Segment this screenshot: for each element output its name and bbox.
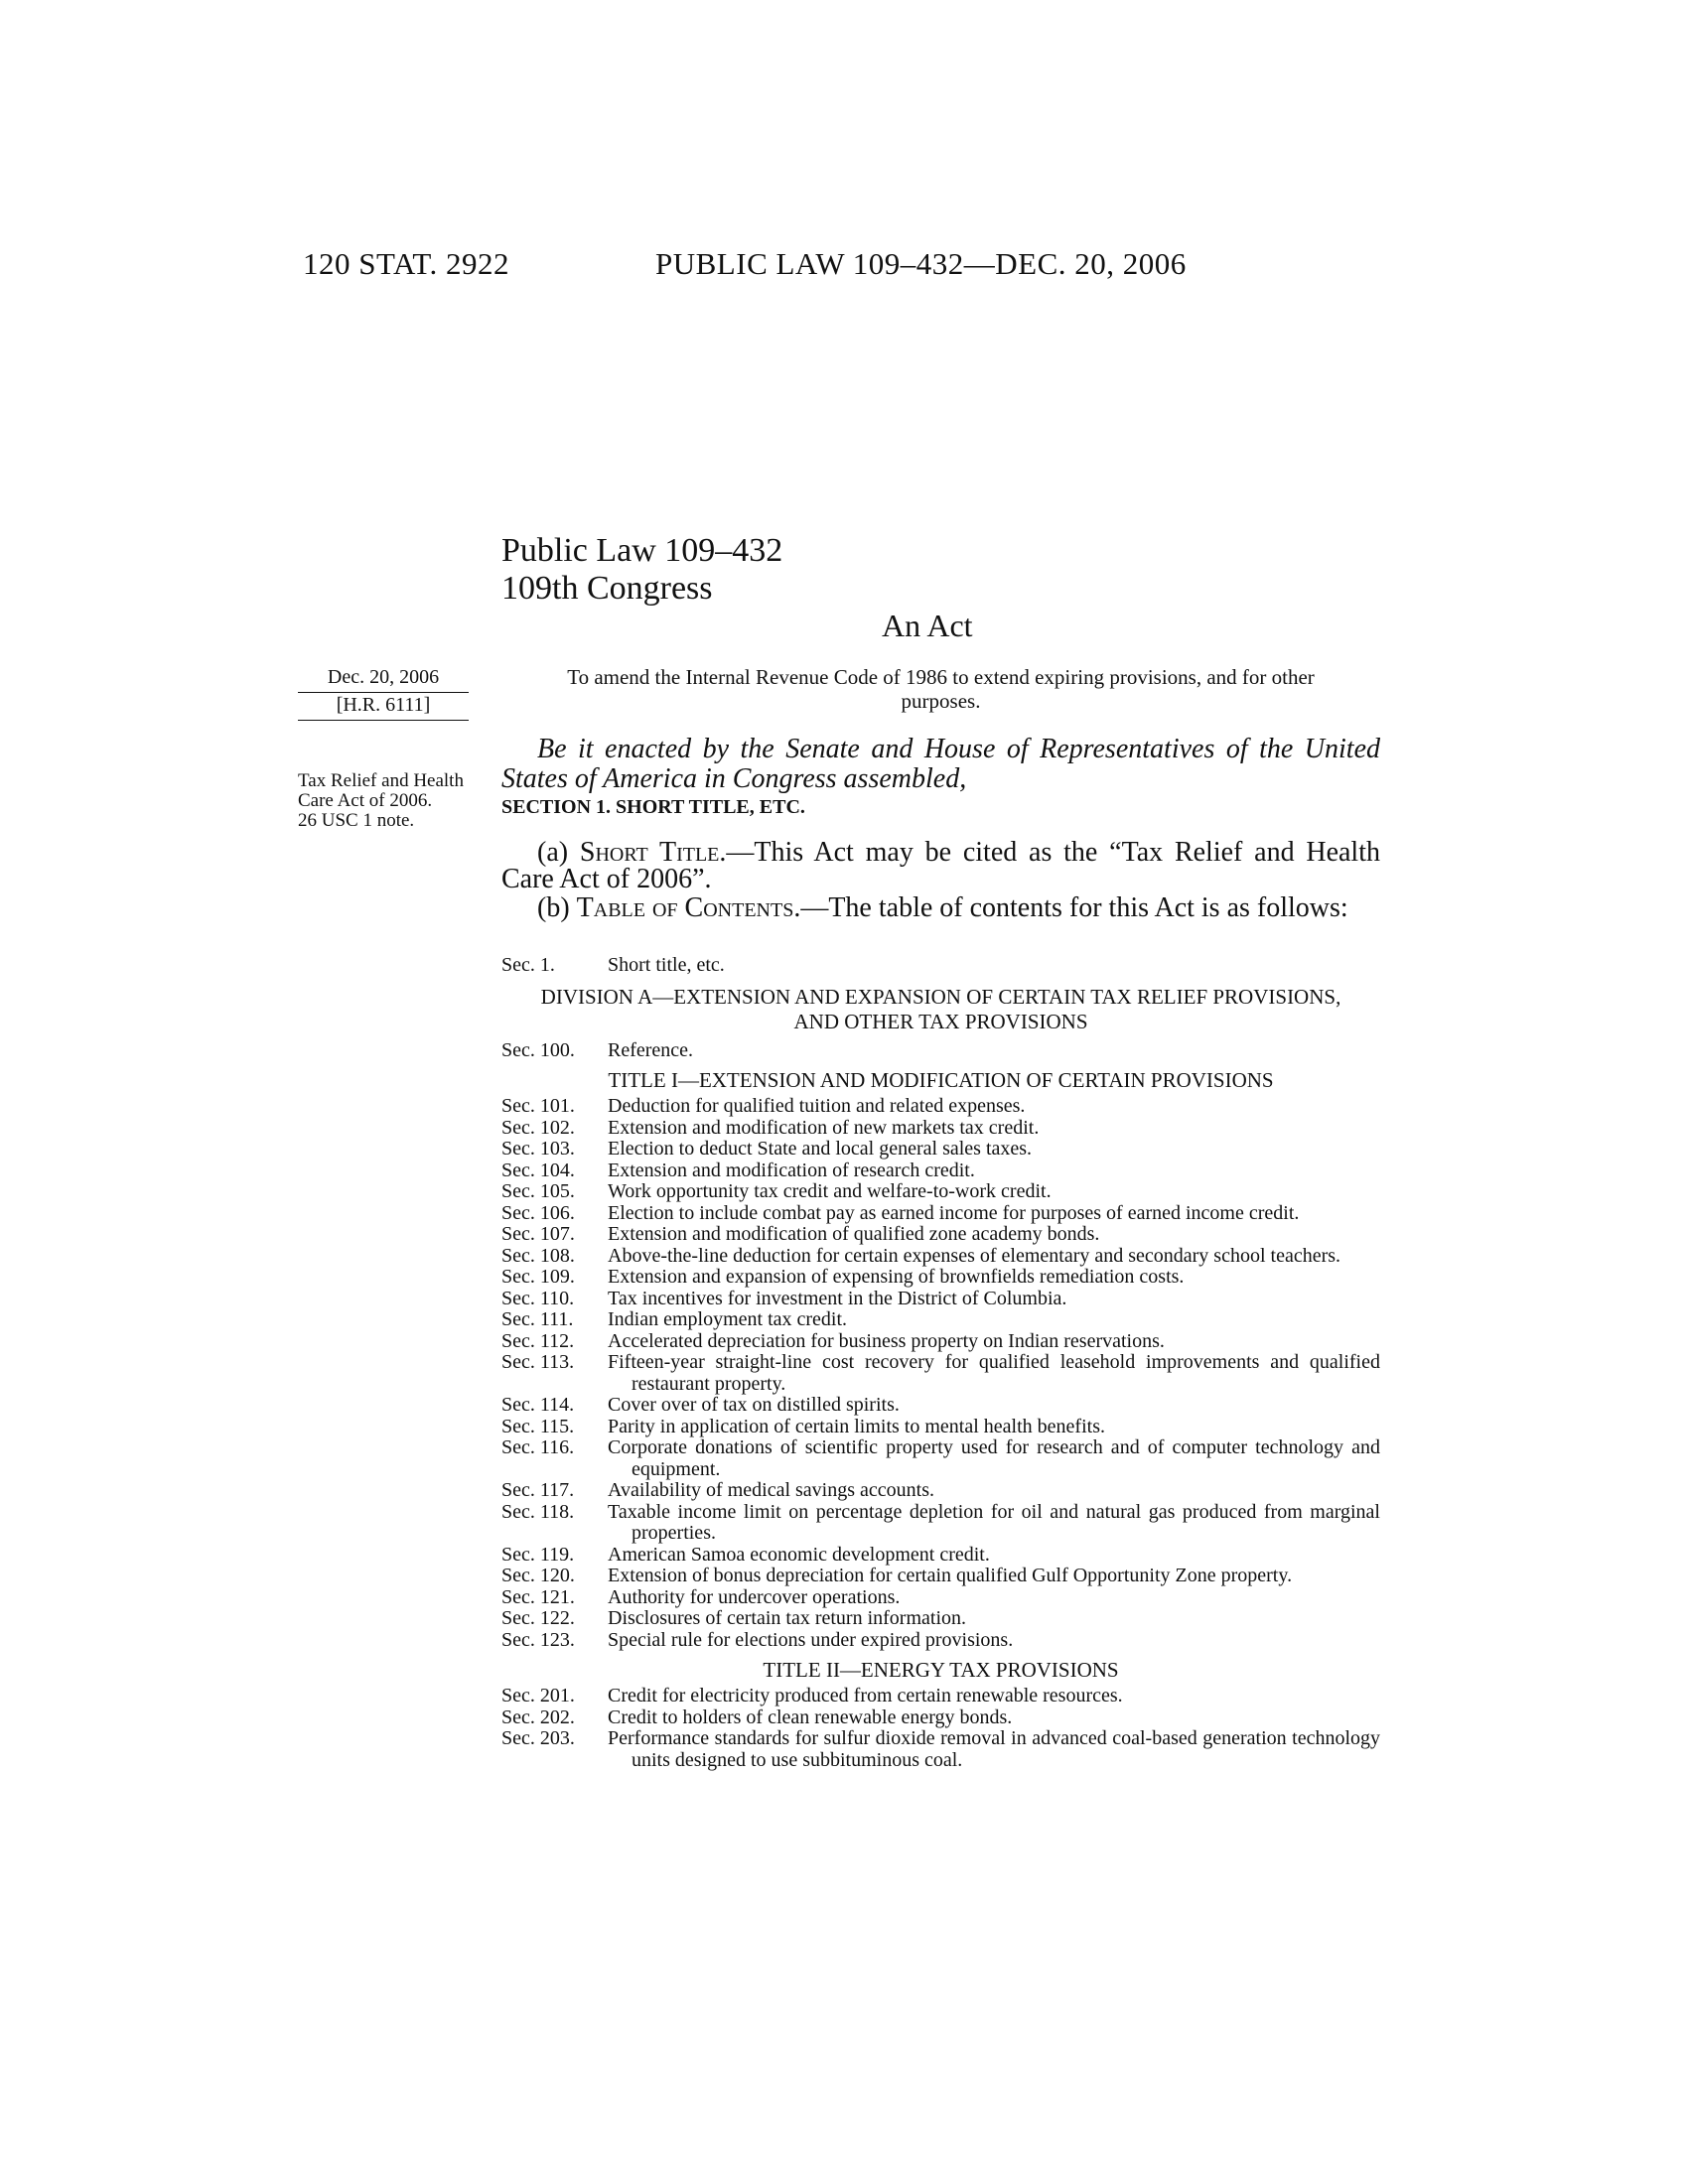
toc-entry: [501, 1181, 1380, 1203]
toc-entry: [501, 1309, 1380, 1331]
toc-section-number: Sec. 116.: [501, 1436, 575, 1458]
margin-usc-note: 26 USC 1 note.: [298, 810, 415, 831]
division-a-heading: DIVISION A—EXTENSION AND EXPANSION OF CERTAIN TAX RELIEF PROVISIONS, AND OTHER TAX PROVISIONS: [540, 984, 1341, 1033]
toc-entry: [501, 1139, 1380, 1160]
toc-entry: [501, 1096, 1380, 1118]
running-head: PUBLIC LAW 109–432—DEC. 20, 2006: [655, 246, 1187, 281]
toc-entry: Sec. 100. Reference.: [501, 1038, 694, 1061]
toc-section-number: Sec. 120.: [501, 1565, 575, 1586]
toc-section-title: Indian employment tax credit.: [608, 1308, 848, 1330]
toc-section-number: Sec. 113.: [501, 1351, 575, 1373]
toc-section-title: Credit to holders of clean renewable energy bonds.: [608, 1706, 1013, 1728]
toc-section-title: Special rule for elections under expired provisions.: [608, 1628, 1014, 1651]
table-of-contents: [501, 955, 1380, 1771]
toc-entry: [501, 1480, 1380, 1502]
toc-section-title: Extension and modification of research credit.: [608, 1159, 975, 1181]
toc-section-title: Availability of medical savings accounts.: [608, 1479, 934, 1501]
toc-section-number: Sec. 123.: [501, 1628, 575, 1651]
toc-section-number: Sec. 106.: [501, 1201, 575, 1224]
an-act-heading: An Act: [882, 608, 973, 643]
toc-section-title: Cover over of tax on distilled spirits.: [608, 1394, 900, 1416]
toc-section-title: Extension of bonus depreciation for certain qualified Gulf Opportunity Zone property.: [608, 1565, 1293, 1586]
toc-section-title: American Samoa economic development credit.: [608, 1543, 990, 1566]
toc-section-number: Sec. 104.: [501, 1159, 575, 1181]
margin-notes: [298, 771, 472, 831]
toc-section-title: Disclosures of certain tax return information.: [608, 1607, 966, 1629]
toc-entry: [501, 1224, 1380, 1246]
toc-section-title: Extension and modification of qualified zone academy bonds.: [608, 1223, 1100, 1245]
toc-entry: [501, 1686, 1380, 1707]
toc-entry: [501, 1728, 1380, 1771]
toc-section-number: Sec. 112.: [501, 1329, 575, 1352]
toc-section-number: Sec. 101.: [501, 1095, 575, 1117]
toc-entry: [501, 1118, 1380, 1140]
toc-section-number: Sec. 114.: [501, 1394, 575, 1416]
toc-section-number: Sec. 121.: [501, 1585, 575, 1608]
toc-section-title: Performance standards for sulfur dioxide removal in advanced coal-based generation technology units designed to use subbituminous coal.: [608, 1727, 1380, 1771]
paragraph-table-of-contents: (b) Table of Contents.—The table of contents for this Act is as follows:: [537, 892, 1348, 923]
toc-entry: [501, 1331, 1380, 1353]
toc-section-number: Sec. 203.: [501, 1727, 575, 1749]
toc-section-number: Sec. 118.: [501, 1500, 575, 1523]
toc-section-number: Sec. 119.: [501, 1543, 575, 1566]
margin-date: Dec. 20, 2006: [298, 667, 469, 693]
toc-section-title: Tax incentives for investment in the District of Columbia.: [608, 1287, 1067, 1309]
stat-page-number: 120 STAT. 2922: [303, 246, 510, 281]
toc-section-number: Sec. 202.: [501, 1706, 575, 1728]
toc-entry: [501, 1587, 1380, 1609]
toc-entry: [501, 1395, 1380, 1417]
toc-section-title: Parity in application of certain limits to mental health benefits.: [608, 1415, 1105, 1437]
toc-section-number: Sec. 111.: [501, 1308, 574, 1330]
toc-section-number: Sec. 105.: [501, 1180, 575, 1202]
toc-entry: [501, 1246, 1380, 1268]
toc-section-title: Corporate donations of scientific property used for research and of computer technology and equipment.: [608, 1436, 1380, 1480]
toc-entry: [501, 1630, 1380, 1652]
toc-entry: [501, 1267, 1380, 1289]
toc-entry: [501, 1289, 1380, 1310]
toc-section-number: Sec. 109.: [501, 1266, 575, 1288]
toc-section-title: Election to deduct State and local general sales taxes.: [608, 1138, 1033, 1160]
toc-section-title: Extension and modification of new markets tax credit.: [608, 1116, 1040, 1139]
title-2-heading: TITLE II—ENERGY TAX PROVISIONS: [763, 1658, 1119, 1682]
toc-section-title: Work opportunity tax credit and welfare-to-work credit.: [608, 1180, 1052, 1202]
toc-section-number: Sec. 110.: [501, 1287, 575, 1309]
toc-section-number: Sec. 108.: [501, 1244, 575, 1267]
toc-section-title: Extension and expansion of expensing of brownfields remediation costs.: [608, 1266, 1185, 1288]
section-1-heading: SECTION 1. SHORT TITLE, ETC.: [501, 796, 805, 818]
toc-section-title: Fifteen-year straight-line cost recovery for qualified leasehold improvements and qualified restaurant property.: [608, 1351, 1380, 1395]
toc-section-title: Taxable income limit on percentage depletion for oil and natural gas produced from marginal properties.: [608, 1500, 1380, 1544]
enacting-clause: Be it enacted by the Senate and House of Representatives of the United States of America in Congress assembled,: [501, 734, 1380, 794]
toc-section-number: Sec. 107.: [501, 1223, 575, 1245]
toc-section-title: Above-the-line deduction for certain expenses of elementary and secondary school teachers.: [608, 1244, 1341, 1267]
congress-number: 109th Congress: [501, 570, 713, 607]
purpose-clause: To amend the Internal Revenue Code of 1986 to extend expiring provisions, and for other purposes.: [567, 665, 1315, 713]
paragraph-short-title: (a) Short Title.—This Act may be cited as the “Tax Relief and Health Care Act of 2006”.: [501, 837, 1380, 894]
toc-entry: [501, 1545, 1380, 1567]
margin-bill-number: [H.R. 6111]: [298, 695, 469, 721]
toc-entry: [501, 1707, 1380, 1729]
title-2-entries: [501, 1686, 1380, 1771]
toc-entry: [501, 1160, 1380, 1182]
toc-section-title: Authority for undercover operations.: [608, 1585, 901, 1608]
toc-section-title: Election to include combat pay as earned income for purposes of earned income credit.: [608, 1201, 1300, 1224]
toc-section-title: Credit for electricity produced from certain renewable resources.: [608, 1685, 1123, 1706]
margin-short-title-note: Tax Relief and Health Care Act of 2006.: [298, 770, 464, 811]
public-law-number: Public Law 109–432: [501, 532, 783, 569]
toc-entry: [501, 1203, 1380, 1225]
title-1-entries: [501, 1096, 1380, 1651]
toc-entry: [501, 1437, 1380, 1480]
toc-entry: [501, 1502, 1380, 1545]
toc-entry: [501, 1417, 1380, 1438]
toc-entry: Sec. 1. Short title, etc.: [501, 954, 725, 976]
toc-section-title: Deduction for qualified tuition and related expenses.: [608, 1095, 1026, 1117]
toc-section-number: Sec. 122.: [501, 1607, 575, 1629]
toc-section-number: Sec. 102.: [501, 1116, 575, 1139]
toc-section-number: Sec. 103.: [501, 1138, 575, 1160]
toc-section-number: Sec. 117.: [501, 1479, 575, 1501]
toc-section-number: Sec. 201.: [501, 1685, 575, 1706]
toc-entry: [501, 1352, 1380, 1395]
toc-section-title: Accelerated depreciation for business property on Indian reservations.: [608, 1329, 1165, 1352]
title-1-heading: TITLE I—EXTENSION AND MODIFICATION OF CERTAIN PROVISIONS: [608, 1068, 1274, 1092]
toc-entry: [501, 1608, 1380, 1630]
toc-entry: [501, 1566, 1380, 1587]
toc-section-number: Sec. 115.: [501, 1415, 575, 1437]
